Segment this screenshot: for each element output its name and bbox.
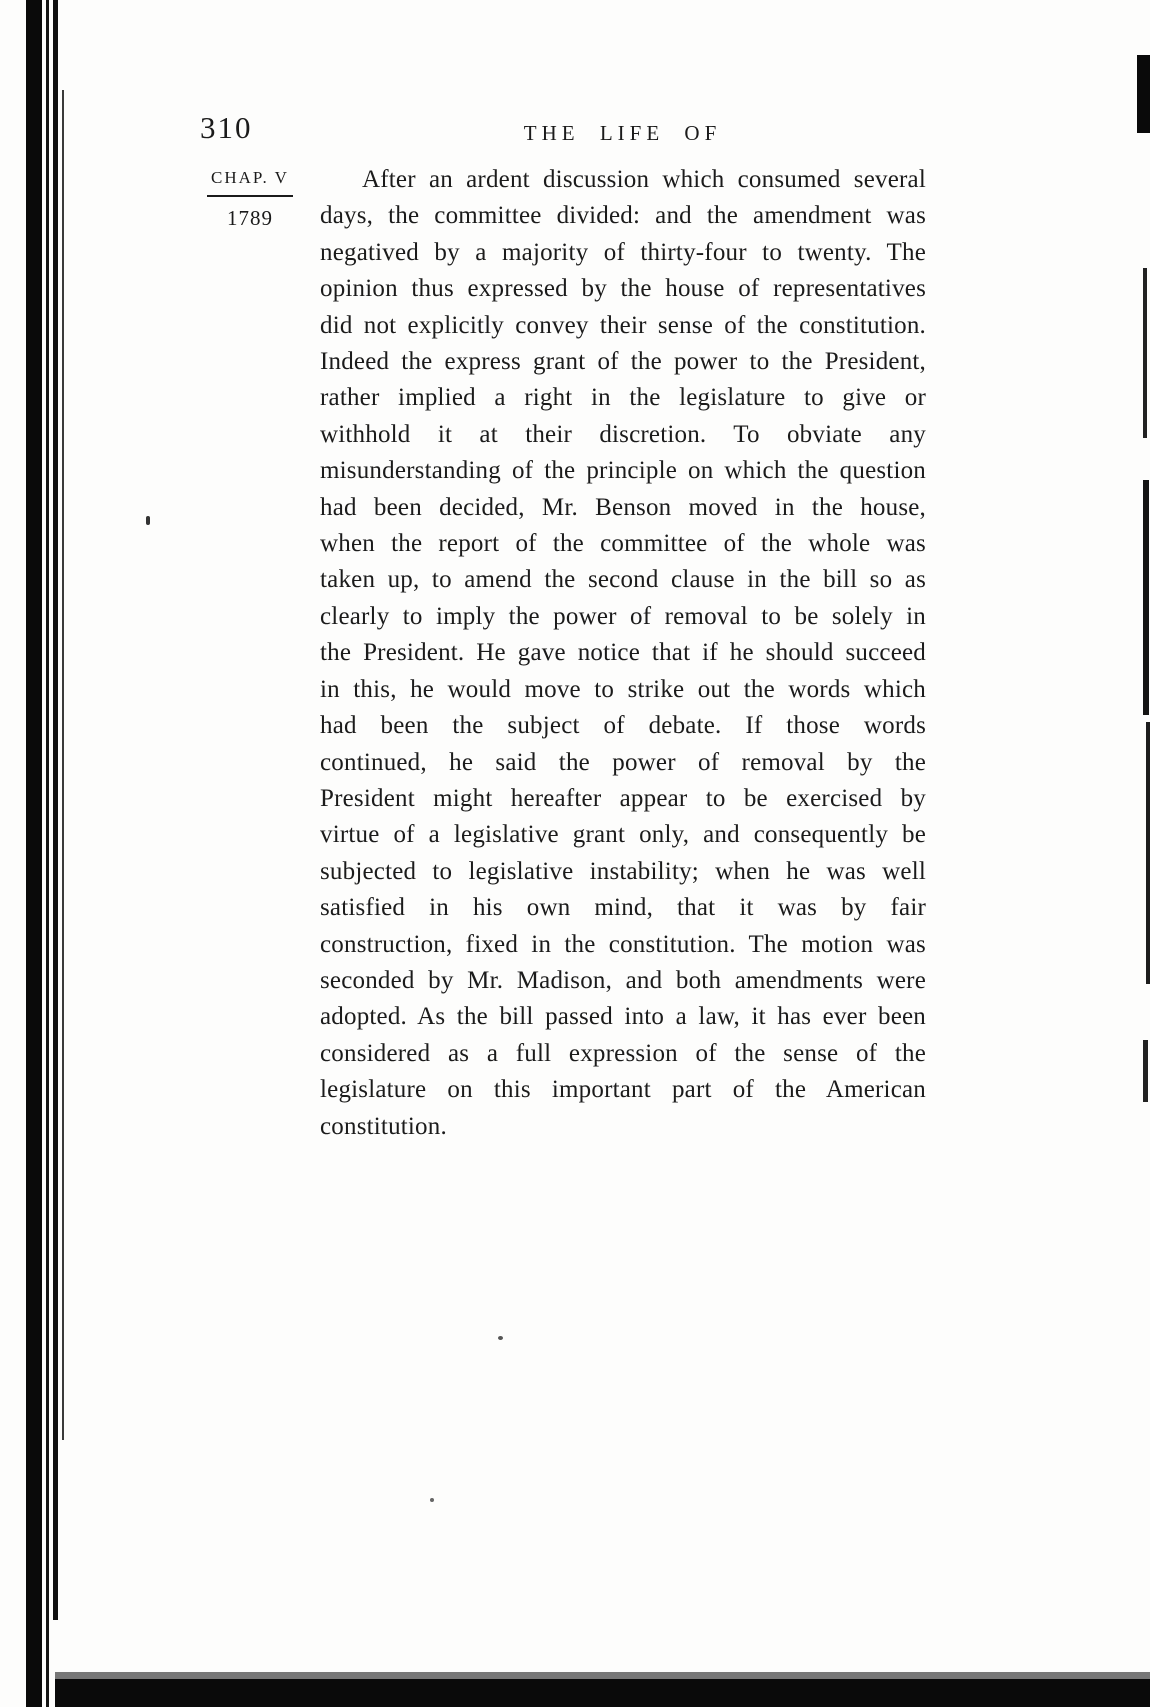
body-paragraph: After an ardent discussion which consumed several days, the committee divided: and the amendment was negatived by a majority of thirty-four to twenty. The opinion thus expressed by the house of representatives did not explicitly convey their sense of the constitution. Indeed the express grant of the power to the President, rather implied a right in the legislature to give or withhold it at their discretion. To obviate any misunderstanding of the principle on which the question had been decided, Mr. Benson moved in the house, when the report of the committee of the whole was taken up, to amend the second clause in the bill so as clearly to imply the power of removal to be solely in the President. He gave notice that if he should succeed in this, he would move to strike out the words which had been the subject of debate. If those words continued, he said the power of removal by the President might hereafter appear to be exercised by virtue of a legislative grant only, and consequently be subjected to legislative instability; when he was well satisfied in his own mind, that it was by fair construction, fixed in the constitution. The motion was seconded by Mr. Madison, and both amendments were adopted. As the bill passed into a law, it has ever been considered as a full expression of the sense of the legislature on this important part of the American constitution. xyxy=(320,166,926,1140)
scan-binding-line xyxy=(46,0,49,1707)
page-number: 310 xyxy=(200,110,253,145)
chapter-label: CHAP. V xyxy=(207,168,293,197)
scan-speck xyxy=(498,1336,503,1340)
scan-speck xyxy=(430,1498,434,1502)
scan-edge-mark xyxy=(1137,55,1150,133)
body-text-column xyxy=(320,162,926,1145)
running-head: THE LIFE OF xyxy=(523,121,722,145)
scan-edge-mark xyxy=(1143,480,1149,715)
scan-edge-mark xyxy=(1143,268,1147,438)
margin-notes xyxy=(192,168,308,231)
scan-binding-line xyxy=(53,0,58,1620)
scan-edge-mark xyxy=(1143,1040,1148,1102)
scan-binding-line xyxy=(62,90,64,1440)
scan-binding-bar xyxy=(26,0,42,1707)
scan-edge-mark xyxy=(1146,722,1150,984)
scan-bottom-bar xyxy=(55,1679,1150,1707)
scan-speck xyxy=(146,516,150,525)
scan-bottom-shadow xyxy=(55,1672,1150,1679)
year-label: 1789 xyxy=(227,206,273,230)
